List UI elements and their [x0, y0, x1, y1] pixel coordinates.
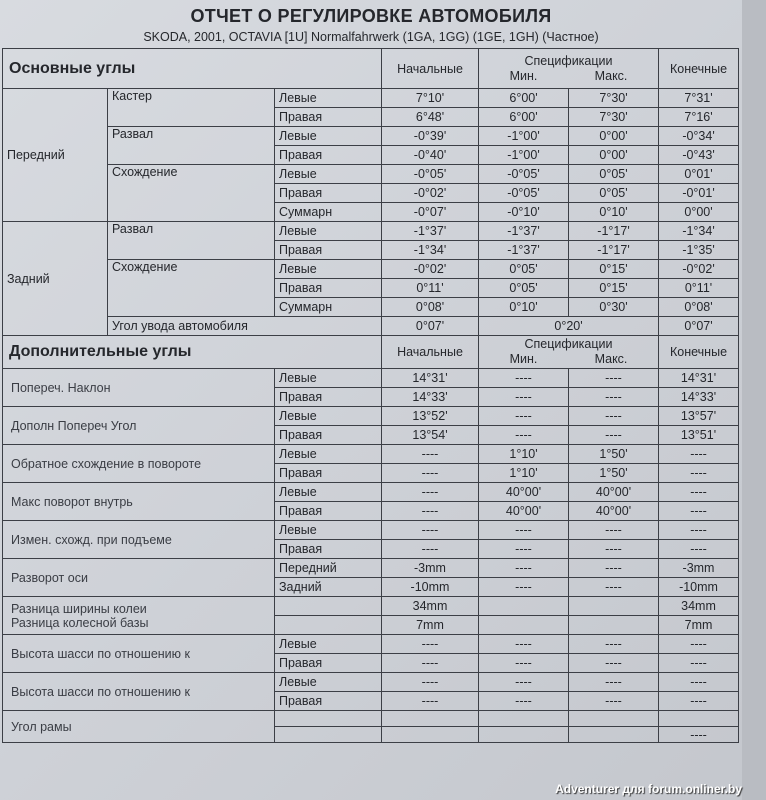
value-min: 6°00'	[479, 108, 569, 127]
extra-label-cell	[3, 673, 275, 711]
table-row	[3, 89, 739, 108]
value-min: ----	[479, 369, 569, 388]
value-final: -1°35'	[659, 241, 739, 260]
extra-label-cell	[3, 559, 275, 597]
side-label: Задний	[275, 578, 382, 597]
extra-label-cell	[3, 407, 275, 445]
value-min: 0°05'	[479, 279, 569, 298]
value-max: 40°00'	[569, 502, 659, 521]
value-init: -0°02'	[382, 260, 479, 279]
table-row	[3, 336, 739, 369]
value-final: 0°11'	[659, 279, 739, 298]
value-min: 0°05'	[479, 260, 569, 279]
value-init: -0°39'	[382, 127, 479, 146]
value-min: 40°00'	[479, 483, 569, 502]
value-init: ----	[382, 654, 479, 673]
vehicle-subtitle: SKODA, 2001, OCTAVIA [1U] Normalfahrwerk (1GA, 1GG) (1GE, 1GH) (Частное)	[143, 30, 599, 44]
value-final: -0°02'	[659, 260, 739, 279]
value-init: ----	[382, 540, 479, 559]
side-label: Правая	[275, 426, 382, 445]
table-row	[3, 597, 739, 616]
side-label: Левые	[275, 260, 382, 279]
side-label	[275, 711, 382, 727]
extra-label-cell	[3, 597, 275, 635]
value-final: ----	[659, 483, 739, 502]
value-final: 0°01'	[659, 165, 739, 184]
group-rear: Задний	[3, 222, 108, 336]
value-final: -3mm	[659, 559, 739, 578]
side-label: Левые	[275, 445, 382, 464]
value-max: 40°00'	[569, 483, 659, 502]
value-max: -1°17'	[569, 241, 659, 260]
param-text: Развал	[112, 127, 154, 141]
value-min: ----	[479, 559, 569, 578]
value-final: 34mm	[659, 597, 739, 616]
extra-label-cell	[3, 445, 275, 483]
value-min: ----	[479, 521, 569, 540]
value-max: 0°10'	[569, 203, 659, 222]
side-label: Правая	[275, 692, 382, 711]
value-min: -1°37'	[479, 222, 569, 241]
value-final: -0°34'	[659, 127, 739, 146]
value-init: -0°02'	[382, 184, 479, 203]
side-label: Левые	[275, 635, 382, 654]
side-label: Правая	[275, 108, 382, 127]
value-init: 34mm	[382, 597, 479, 616]
value-max: 0°00'	[569, 127, 659, 146]
value-min: ----	[479, 540, 569, 559]
value-max: 0°05'	[569, 184, 659, 203]
value-min	[479, 597, 569, 616]
value-min: 40°00'	[479, 502, 569, 521]
value-init: 0°11'	[382, 279, 479, 298]
col-header-initial: Начальные	[382, 336, 479, 369]
value-final	[659, 711, 739, 727]
value-max: ----	[569, 654, 659, 673]
value-min: ----	[479, 388, 569, 407]
table-row	[3, 445, 739, 464]
side-label: Левые	[275, 222, 382, 241]
value-final: ----	[659, 502, 739, 521]
value-max: ----	[569, 692, 659, 711]
value-final: 14°31'	[659, 369, 739, 388]
extra-label-cell	[3, 369, 275, 407]
table-row	[3, 165, 739, 184]
value-final: ----	[659, 692, 739, 711]
value-init: -1°34'	[382, 241, 479, 260]
side-label: Левые	[275, 407, 382, 426]
value-final: -10mm	[659, 578, 739, 597]
param-text: Схождение	[112, 165, 178, 179]
table-row	[3, 521, 739, 540]
side-label: Суммарн	[275, 298, 382, 317]
value-final: 13°51'	[659, 426, 739, 445]
report-title: ОТЧЕТ О РЕГУЛИРОВКЕ АВТОМОБИЛЯ	[190, 6, 552, 26]
value-max: ----	[569, 635, 659, 654]
value-max: ----	[569, 559, 659, 578]
extra-label-2: Разница колесной базы	[11, 615, 149, 630]
value-init: -0°05'	[382, 165, 479, 184]
value-init: -3mm	[382, 559, 479, 578]
value-init: ----	[382, 483, 479, 502]
value-final: ----	[659, 673, 739, 692]
side-label: Правая	[275, 502, 382, 521]
side-label: Передний	[275, 559, 382, 578]
side-label: Правая	[275, 241, 382, 260]
value-init: 6°48'	[382, 108, 479, 127]
value-init: 14°31'	[382, 369, 479, 388]
value-min: -1°00'	[479, 127, 569, 146]
side-label: Левые	[275, 369, 382, 388]
table-row	[3, 483, 739, 502]
value-init: ----	[382, 464, 479, 483]
value-final: ----	[659, 464, 739, 483]
value-max: ----	[569, 673, 659, 692]
value-min: ----	[479, 654, 569, 673]
side-label: Левые	[275, 673, 382, 692]
side-label: Левые	[275, 127, 382, 146]
value-max	[569, 597, 659, 616]
max-label: Макс.	[594, 68, 628, 83]
side-label: Правая	[275, 654, 382, 673]
value-init	[382, 711, 479, 727]
min-label: Мин.	[509, 352, 538, 366]
value-init: ----	[382, 673, 479, 692]
value-min: ----	[479, 578, 569, 597]
table-row	[3, 711, 739, 727]
value-final: 7°16'	[659, 108, 739, 127]
side-label: Левые	[275, 521, 382, 540]
group-front: Передний	[3, 89, 108, 222]
table-row	[3, 635, 739, 654]
param-text: Кастер	[112, 89, 152, 103]
value-final: 0°00'	[659, 203, 739, 222]
value-init: -10mm	[382, 578, 479, 597]
value-max: ----	[569, 369, 659, 388]
side-label: Правая	[275, 279, 382, 298]
value-max: 7°30'	[569, 108, 659, 127]
value-final: 13°57'	[659, 407, 739, 426]
section-title: Дополнительные углы	[3, 336, 382, 369]
thrust-label: Угол увода автомобиля	[108, 317, 382, 336]
value-max: 7°30'	[569, 89, 659, 108]
extra-label: Высота шасси по отношению к	[11, 646, 190, 661]
col-header-initial: Начальные	[382, 49, 479, 89]
side-label	[275, 727, 382, 743]
value-min: 6°00'	[479, 89, 569, 108]
value-final: -0°01'	[659, 184, 739, 203]
side-label	[275, 597, 382, 616]
param-label	[108, 89, 275, 127]
table-row	[3, 49, 739, 89]
value-min: -1°37'	[479, 241, 569, 260]
extra-label: Макс поворот внутрь	[11, 494, 133, 509]
side-label: Правая	[275, 184, 382, 203]
value-min	[479, 711, 569, 727]
alignment-table	[2, 48, 739, 743]
extra-label: Измен. схожд. при подъеме	[11, 532, 172, 547]
value-min: ----	[479, 635, 569, 654]
value-max: 0°15'	[569, 279, 659, 298]
value-init: -0°07'	[382, 203, 479, 222]
watermark: Adventurer для forum.onliner.by	[555, 782, 742, 796]
value-final: ----	[659, 540, 739, 559]
side-label: Левые	[275, 165, 382, 184]
col-header-final: Конечные	[659, 49, 739, 89]
param-text: Развал	[112, 222, 154, 236]
side-label: Правая	[275, 540, 382, 559]
extra-label-cell	[3, 483, 275, 521]
value-init: ----	[382, 692, 479, 711]
side-label: Правая	[275, 146, 382, 165]
value-init: -0°40'	[382, 146, 479, 165]
value-final: 7mm	[659, 616, 739, 635]
value-init: 7mm	[382, 616, 479, 635]
table-row	[3, 673, 739, 692]
value-init: 14°33'	[382, 388, 479, 407]
value-init: ----	[382, 502, 479, 521]
value-max: ----	[569, 407, 659, 426]
extra-label: Разница ширины колеи	[11, 601, 147, 616]
value-final: ----	[659, 654, 739, 673]
extra-label: Попереч. Наклон	[11, 380, 111, 395]
extra-label: Угол рамы	[11, 719, 72, 734]
extra-label: Высота шасси по отношению к	[11, 684, 190, 699]
value-min	[479, 616, 569, 635]
value-min: 1°10'	[479, 445, 569, 464]
side-label: Правая	[275, 464, 382, 483]
side-label	[275, 616, 382, 635]
value-min: 1°10'	[479, 464, 569, 483]
value-final: -0°43'	[659, 146, 739, 165]
value-final: 0°07'	[659, 317, 739, 336]
value-min: ----	[479, 673, 569, 692]
value-min: ----	[479, 426, 569, 445]
table-row	[3, 127, 739, 146]
value-max	[569, 711, 659, 727]
value-final: -1°34'	[659, 222, 739, 241]
extra-label-cell	[3, 635, 275, 673]
value-max: 0°00'	[569, 146, 659, 165]
value-max	[569, 616, 659, 635]
param-text: Схождение	[112, 260, 178, 274]
value-min: -0°05'	[479, 184, 569, 203]
value-final: 0°08'	[659, 298, 739, 317]
extra-label: Разворот оси	[11, 570, 88, 585]
value-init: -1°37'	[382, 222, 479, 241]
extra-label: Дополн Попереч Угол	[11, 418, 137, 433]
value-init: 0°07'	[382, 317, 479, 336]
value-final: ----	[659, 521, 739, 540]
table-row	[3, 260, 739, 279]
value-min	[479, 727, 569, 743]
table-row	[3, 559, 739, 578]
value-final: ----	[659, 727, 739, 743]
value-max: 0°30'	[569, 298, 659, 317]
param-label	[108, 222, 275, 260]
extra-label-cell	[3, 711, 275, 743]
value-final: ----	[659, 635, 739, 654]
min-label: Мин.	[509, 68, 538, 83]
value-min: -1°00'	[479, 146, 569, 165]
value-min: ----	[479, 692, 569, 711]
col-header-final: Конечные	[659, 336, 739, 369]
value-max: -1°17'	[569, 222, 659, 241]
value-init: ----	[382, 635, 479, 654]
param-label	[108, 165, 275, 222]
value-max: ----	[569, 578, 659, 597]
table-row	[3, 407, 739, 426]
param-label	[108, 260, 275, 317]
extra-label: Обратное схождение в повороте	[11, 456, 202, 471]
value-max: 0°05'	[569, 165, 659, 184]
value-min: -0°05'	[479, 165, 569, 184]
extra-label-cell	[3, 521, 275, 559]
page-edge	[742, 0, 766, 800]
value-min: -0°10'	[479, 203, 569, 222]
col-header-specs	[479, 336, 659, 369]
value-init: 7°10'	[382, 89, 479, 108]
table-row	[3, 317, 739, 336]
value-init	[382, 727, 479, 743]
value-max: ----	[569, 426, 659, 445]
side-label: Суммарн	[275, 203, 382, 222]
value-final: 7°31'	[659, 89, 739, 108]
value-init: 13°54'	[382, 426, 479, 445]
max-label: Макс.	[594, 352, 628, 366]
value-max	[569, 727, 659, 743]
value-max: 1°50'	[569, 445, 659, 464]
table-row	[3, 222, 739, 241]
specs-label: Спецификации	[524, 53, 613, 68]
value-final: 14°33'	[659, 388, 739, 407]
side-label: Левые	[275, 483, 382, 502]
value-max: ----	[569, 388, 659, 407]
side-label: Правая	[275, 388, 382, 407]
value-init: ----	[382, 445, 479, 464]
value-spec: 0°20'	[479, 317, 659, 336]
value-init: ----	[382, 521, 479, 540]
value-max: ----	[569, 540, 659, 559]
side-label: Левые	[275, 89, 382, 108]
value-max: 0°15'	[569, 260, 659, 279]
specs-label: Спецификации	[524, 337, 613, 351]
value-min: ----	[479, 407, 569, 426]
value-max: ----	[569, 521, 659, 540]
value-init: 13°52'	[382, 407, 479, 426]
value-final: ----	[659, 445, 739, 464]
value-max: 1°50'	[569, 464, 659, 483]
value-min: 0°10'	[479, 298, 569, 317]
col-header-specs	[479, 49, 659, 89]
table-row	[3, 369, 739, 388]
section-title: Основные углы	[3, 49, 382, 89]
value-init: 0°08'	[382, 298, 479, 317]
param-label	[108, 127, 275, 165]
